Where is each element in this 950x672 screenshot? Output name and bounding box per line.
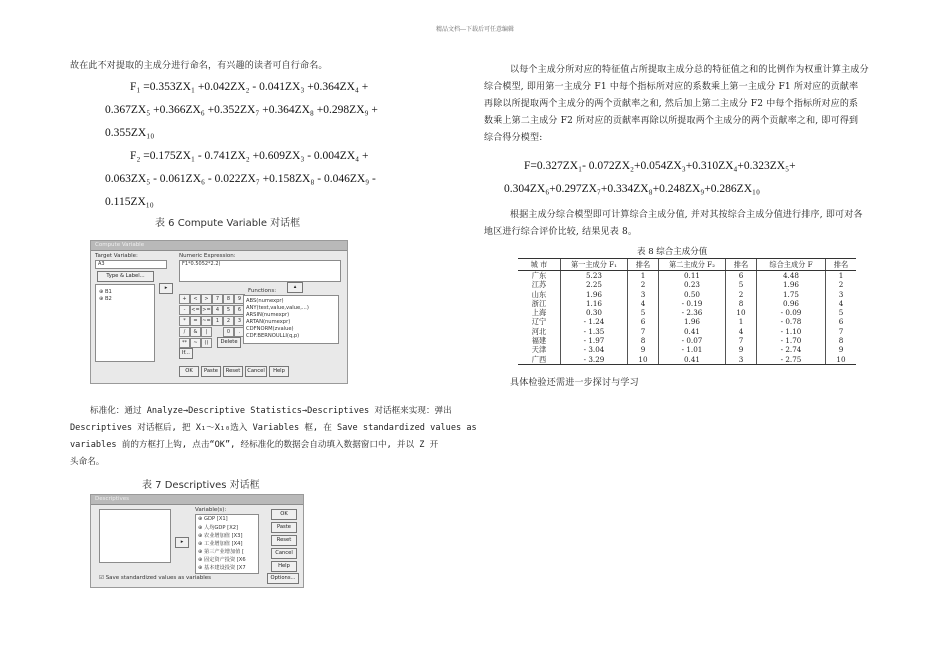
keypad-key[interactable]: 6 (234, 305, 245, 315)
table-cell: 1 (726, 317, 757, 326)
table-cell: 福建 (531, 336, 547, 346)
function-item[interactable]: ARTAN(numexpr) (246, 319, 291, 325)
target-variable-label: Target Variable: (95, 253, 138, 259)
table-cell: - 2.75 (757, 355, 826, 365)
footer-note: 具体检验还需进一步探讨与学习 (510, 378, 639, 388)
variable-item-b2[interactable]: ⊕ B2 (99, 296, 112, 302)
table-row (518, 317, 856, 326)
keypad-key[interactable]: . (234, 327, 245, 337)
table-cell: 1 (826, 271, 857, 281)
table-cell: 1.96 (659, 317, 726, 326)
formula-f1-line2: 0.367ZX₅ +0.366ZX₆ +0.352ZX₇ +0.364ZX₈ +0.298ZX₉ + (105, 104, 378, 116)
table-cell: 10 (628, 355, 659, 365)
table-cell: 山东 (531, 289, 547, 299)
table-cell: 8 (726, 299, 757, 308)
table-cell: - 1.24 (561, 317, 628, 326)
table-cell: 5.23 (561, 271, 628, 281)
table-cell: 上海 (531, 308, 547, 318)
table-header-cell: 综合主成分 F (757, 259, 826, 271)
table-cell: 0.41 (659, 327, 726, 336)
table-row (518, 355, 856, 365)
variable-item[interactable]: ⊕ GDP [X1] (198, 516, 228, 522)
table-cell: 9 (726, 345, 757, 354)
function-arrow-button[interactable]: ▴ (287, 282, 303, 293)
table-cell: 3 (826, 290, 857, 299)
descriptives-dialog (90, 494, 304, 588)
weight-para-line4: 数乘上第二主成分 F2 所对应的贡献率再除以所提取两个主成分的两个贡献率之和, 即可得到 (484, 116, 859, 126)
function-item[interactable]: ARSIN(numexpr) (246, 312, 290, 318)
table6-caption: 表 6 Compute Variable 对话框 (155, 218, 301, 229)
table-cell: 广东 (531, 271, 547, 280)
table-cell: 1.75 (757, 290, 826, 299)
table-cell: - 0.19 (659, 299, 726, 308)
variables-list[interactable] (195, 514, 259, 574)
keypad-key[interactable]: | (201, 327, 212, 337)
table-cell: - 3.04 (561, 345, 628, 354)
ok-button[interactable]: OK (179, 366, 199, 377)
formula-f1-line3: 0.355ZX₁₀ (105, 127, 155, 139)
variable-list[interactable] (95, 284, 155, 362)
result-para-line2: 地区进行综合评价比较, 结果见表 8。 (484, 227, 638, 237)
dialog-titlebar: Descriptives (91, 495, 303, 505)
keypad-key[interactable]: <= (191, 307, 200, 313)
table8-caption: 表 8 综合主成分值 (637, 247, 708, 257)
help-button[interactable]: Help (269, 366, 289, 377)
table-row (518, 345, 856, 354)
table-cell: - 1.97 (561, 336, 628, 345)
table-cell: 6 (628, 317, 659, 326)
standardize-line1: 标准化：通过 Analyze→Descriptive Statistics→Descriptives 对话框来实现：弹出 (90, 406, 452, 416)
table-cell: 9 (826, 345, 857, 354)
table-cell: 1.16 (561, 299, 628, 308)
table-row (518, 280, 856, 289)
table-row (518, 327, 856, 336)
table-header-cell: 第二主成分 F₂ (659, 259, 726, 271)
weight-para-line2: 综合模型, 即用第一主成分 F1 中每个指标所对应的系数乘上第一主成分 F1 所对应的贡献率 (484, 82, 859, 92)
table-cell: 2.25 (561, 280, 628, 289)
table-cell: - 0.78 (757, 317, 826, 326)
table-row (518, 308, 856, 317)
table-cell: 2 (826, 280, 857, 289)
table-cell: 7 (826, 327, 857, 336)
keypad-key[interactable]: >= (202, 307, 211, 313)
variables-label: Variable(s): (195, 507, 227, 513)
keypad-key[interactable]: 5 (223, 305, 234, 315)
table-cell: 0.11 (659, 271, 726, 281)
table-row (518, 290, 856, 299)
table-header-cell: 排名 (726, 259, 757, 271)
if-button[interactable]: If... (179, 348, 193, 359)
table-cell: - 1.35 (561, 327, 628, 336)
options-button[interactable]: Options... (267, 573, 299, 584)
table-cell: 2 (628, 280, 659, 289)
result-para-line1: 根据主成分综合模型即可计算综合主成分值, 并对其按综合主成分值进行排序, 即可对各 (510, 210, 863, 220)
table-cell: 河北 (531, 326, 547, 336)
table8 (518, 258, 856, 365)
keypad-key[interactable]: 9 (234, 294, 245, 304)
dialog-titlebar: Compute Variable (91, 241, 347, 251)
functions-list[interactable] (243, 295, 339, 344)
table-header-cell: 第一主成分 F₁ (561, 259, 628, 271)
source-variable-list[interactable] (99, 509, 171, 563)
table-cell: 0.50 (659, 290, 726, 299)
formula-f2-line2: 0.063ZX₅ - 0.061ZX₆ - 0.022ZX₇ +0.158ZX₈ - 0.046ZX₉ - (105, 173, 376, 185)
move-arrow-button[interactable]: ▸ (175, 537, 189, 548)
formula-f1-line1: F₁ =0.353ZX₁ +0.042ZX₂ - 0.041ZX₃ +0.364ZX₄ + (130, 81, 369, 93)
keypad-key[interactable]: + (179, 294, 190, 304)
function-item[interactable]: ABS(numexpr) (246, 298, 284, 304)
keypad-key[interactable]: ** (179, 338, 190, 348)
weight-para-line5: 综合得分模型: (484, 133, 543, 143)
keypad-key[interactable]: () (201, 338, 212, 348)
table-cell: 3 (726, 355, 757, 365)
table-cell: 7 (628, 327, 659, 336)
table-cell: - 2.36 (659, 308, 726, 317)
variable-item-b1[interactable]: ⊕ B1 (99, 289, 112, 295)
table-cell: 0.23 (659, 280, 726, 289)
table-cell: 8 (628, 336, 659, 345)
table-cell: 10 (826, 355, 857, 365)
table-cell: 江苏 (531, 280, 547, 290)
table-cell: 4 (726, 327, 757, 336)
keypad-key[interactable]: & (190, 327, 201, 337)
function-item[interactable]: ANY(test,value,value,...) (246, 305, 309, 311)
formula-f-line2: 0.304ZX₆+0.297ZX₇+0.334ZX₈+0.248ZX₉+0.286ZX₁₀ (504, 183, 761, 195)
keypad-key[interactable]: ~= (202, 318, 211, 324)
table-cell: 5 (726, 280, 757, 289)
table-cell: 0.41 (659, 355, 726, 365)
weight-para-line3: 再除以所提取两个主成分的两个贡献率之和, 然后加上第二主成分 F2 中每个指标所对应的系 (484, 99, 859, 109)
type-label-button[interactable]: Type & Label... (97, 271, 154, 282)
keypad-key[interactable]: > (201, 294, 212, 304)
keypad-key[interactable]: * (179, 316, 190, 326)
cancel-button[interactable]: Cancel (271, 548, 297, 559)
table-cell: 广西 (518, 355, 561, 365)
function-item[interactable]: CDF.BERNOULLI(q,p) (246, 333, 300, 339)
table-header-cell: 排名 (826, 259, 857, 271)
table-cell: 辽宁 (531, 317, 547, 327)
keypad-key[interactable]: 3 (234, 316, 245, 326)
checkbox-check-icon[interactable]: ☑ (99, 575, 104, 581)
standardize-line4: 头命名。 (70, 457, 105, 467)
table-row (518, 271, 856, 281)
keypad-key[interactable]: 2 (223, 316, 234, 326)
table-cell: 9 (628, 345, 659, 354)
delete-button[interactable]: Delete (217, 337, 241, 348)
table-cell: 5 (628, 308, 659, 317)
keypad-key[interactable]: ~ (190, 338, 201, 348)
intro-text: 故在此不对提取的主成分进行命名，有兴趣的读者可自行命名。 (70, 61, 328, 71)
move-arrow-button[interactable]: ▸ (159, 283, 173, 294)
keypad-key[interactable]: 1 (212, 316, 223, 326)
variable-item[interactable]: ⊕ 工业增加值 [X4] (198, 541, 243, 547)
table7-caption: 表 7 Descriptives 对话框 (142, 480, 260, 491)
table-row (518, 299, 856, 308)
function-item[interactable]: CDFNORM(zvalue) (246, 326, 294, 332)
table-row (518, 336, 856, 345)
numeric-expression-input[interactable] (179, 260, 341, 282)
table-cell: 10 (726, 308, 757, 317)
table-cell: - 3.29 (561, 355, 628, 365)
target-variable-value: A3 (98, 261, 105, 267)
table-cell: 0.96 (757, 299, 826, 308)
keypad-key[interactable]: 8 (223, 294, 234, 304)
variable-item[interactable]: ⊕ 基本建设投资 [X7 (198, 565, 246, 571)
table-cell: 天津 (531, 345, 547, 355)
table-cell: 6 (726, 271, 757, 281)
variable-item[interactable]: ⊕ 固定资产投资 [X6 (198, 557, 246, 563)
weight-para-line1: 以每个主成分所对应的特征值占所提取主成分总的特征值之和的比例作为权重计算主成分 (510, 65, 869, 75)
ok-button[interactable]: OK (271, 509, 297, 520)
reset-button[interactable]: Reset (223, 366, 243, 377)
table-cell: - 1.01 (659, 345, 726, 354)
variable-item[interactable]: ⊕ 农业增加值 [X3] (198, 533, 243, 539)
cancel-button[interactable]: Cancel (245, 366, 267, 377)
table-cell: 3 (628, 290, 659, 299)
paste-button[interactable]: Paste (271, 522, 297, 533)
reset-button[interactable]: Reset (271, 535, 297, 546)
target-variable-input[interactable] (95, 260, 167, 269)
keypad-key[interactable]: 7 (212, 294, 223, 304)
standardize-line3: variables 前的方框打上钩, 点击“OK”, 经标准化的数据会自动填入数据窗口中, 并以 Z 开 (70, 440, 439, 450)
table-cell: - 1.70 (757, 336, 826, 345)
composite-score-table (518, 258, 856, 365)
variable-item[interactable]: ⊕ 第三产业增加值 [ (198, 549, 244, 555)
table-cell: 5 (826, 308, 857, 317)
table-cell: 4 (628, 299, 659, 308)
table-cell: 8 (826, 336, 857, 345)
keypad-key[interactable]: / (179, 327, 190, 337)
table-header-cell: 城 市 (518, 259, 561, 271)
numeric-expression-value: F1*0.5052*2.2) (182, 261, 221, 267)
table-cell: 0.30 (561, 308, 628, 317)
table-cell: - 1.10 (757, 327, 826, 336)
functions-label: Functions: (248, 288, 277, 294)
keypad-key[interactable]: < (190, 294, 201, 304)
variable-item[interactable]: ⊕ 人均GDP [X2] (198, 525, 239, 531)
keypad-key[interactable]: - (179, 305, 190, 315)
table-cell: 1 (628, 271, 659, 281)
table-cell: - 0.09 (757, 308, 826, 317)
table-cell: 4 (826, 299, 857, 308)
table-cell: 6 (826, 317, 857, 326)
formula-f2-line3: 0.115ZX₁₀ (105, 196, 154, 208)
keypad-key[interactable]: = (190, 316, 201, 326)
save-standardized-label: Save standardized values as variables (105, 575, 212, 581)
table-cell: 浙江 (531, 298, 547, 308)
compute-variable-dialog (90, 240, 348, 384)
keypad-key[interactable]: 0 (223, 327, 234, 337)
table-cell: - 0.07 (659, 336, 726, 345)
save-standardized-checkbox[interactable] (99, 575, 211, 581)
table-cell: 2 (726, 290, 757, 299)
standardize-line2: Descriptives 对话框后, 把 X₁～X₁₀选入 Variables 框, 在 Save standardized values as (70, 423, 477, 433)
page-header: 精品文档---下载后可任意编辑 (435, 26, 515, 33)
table-cell: - 2.74 (757, 345, 826, 354)
formula-f2-line1: F₂ =0.175ZX₁ - 0.741ZX₂ +0.609ZX₃ - 0.004ZX₄ + (130, 150, 369, 162)
help-button[interactable]: Help (271, 561, 297, 572)
table-cell: 1.96 (757, 280, 826, 289)
table-cell: 7 (726, 336, 757, 345)
numeric-expression-label: Numeric Expression: (179, 253, 236, 259)
table-cell: 1.96 (561, 290, 628, 299)
paste-button[interactable]: Paste (201, 366, 221, 377)
table-cell: 4.48 (757, 271, 826, 281)
table-header-cell: 排名 (628, 259, 659, 271)
keypad-key[interactable]: 4 (212, 305, 223, 315)
formula-f-line1: F=0.327ZX₁- 0.072ZX₂+0.054ZX₃+0.310ZX₄+0.323ZX₅+ (524, 160, 796, 172)
